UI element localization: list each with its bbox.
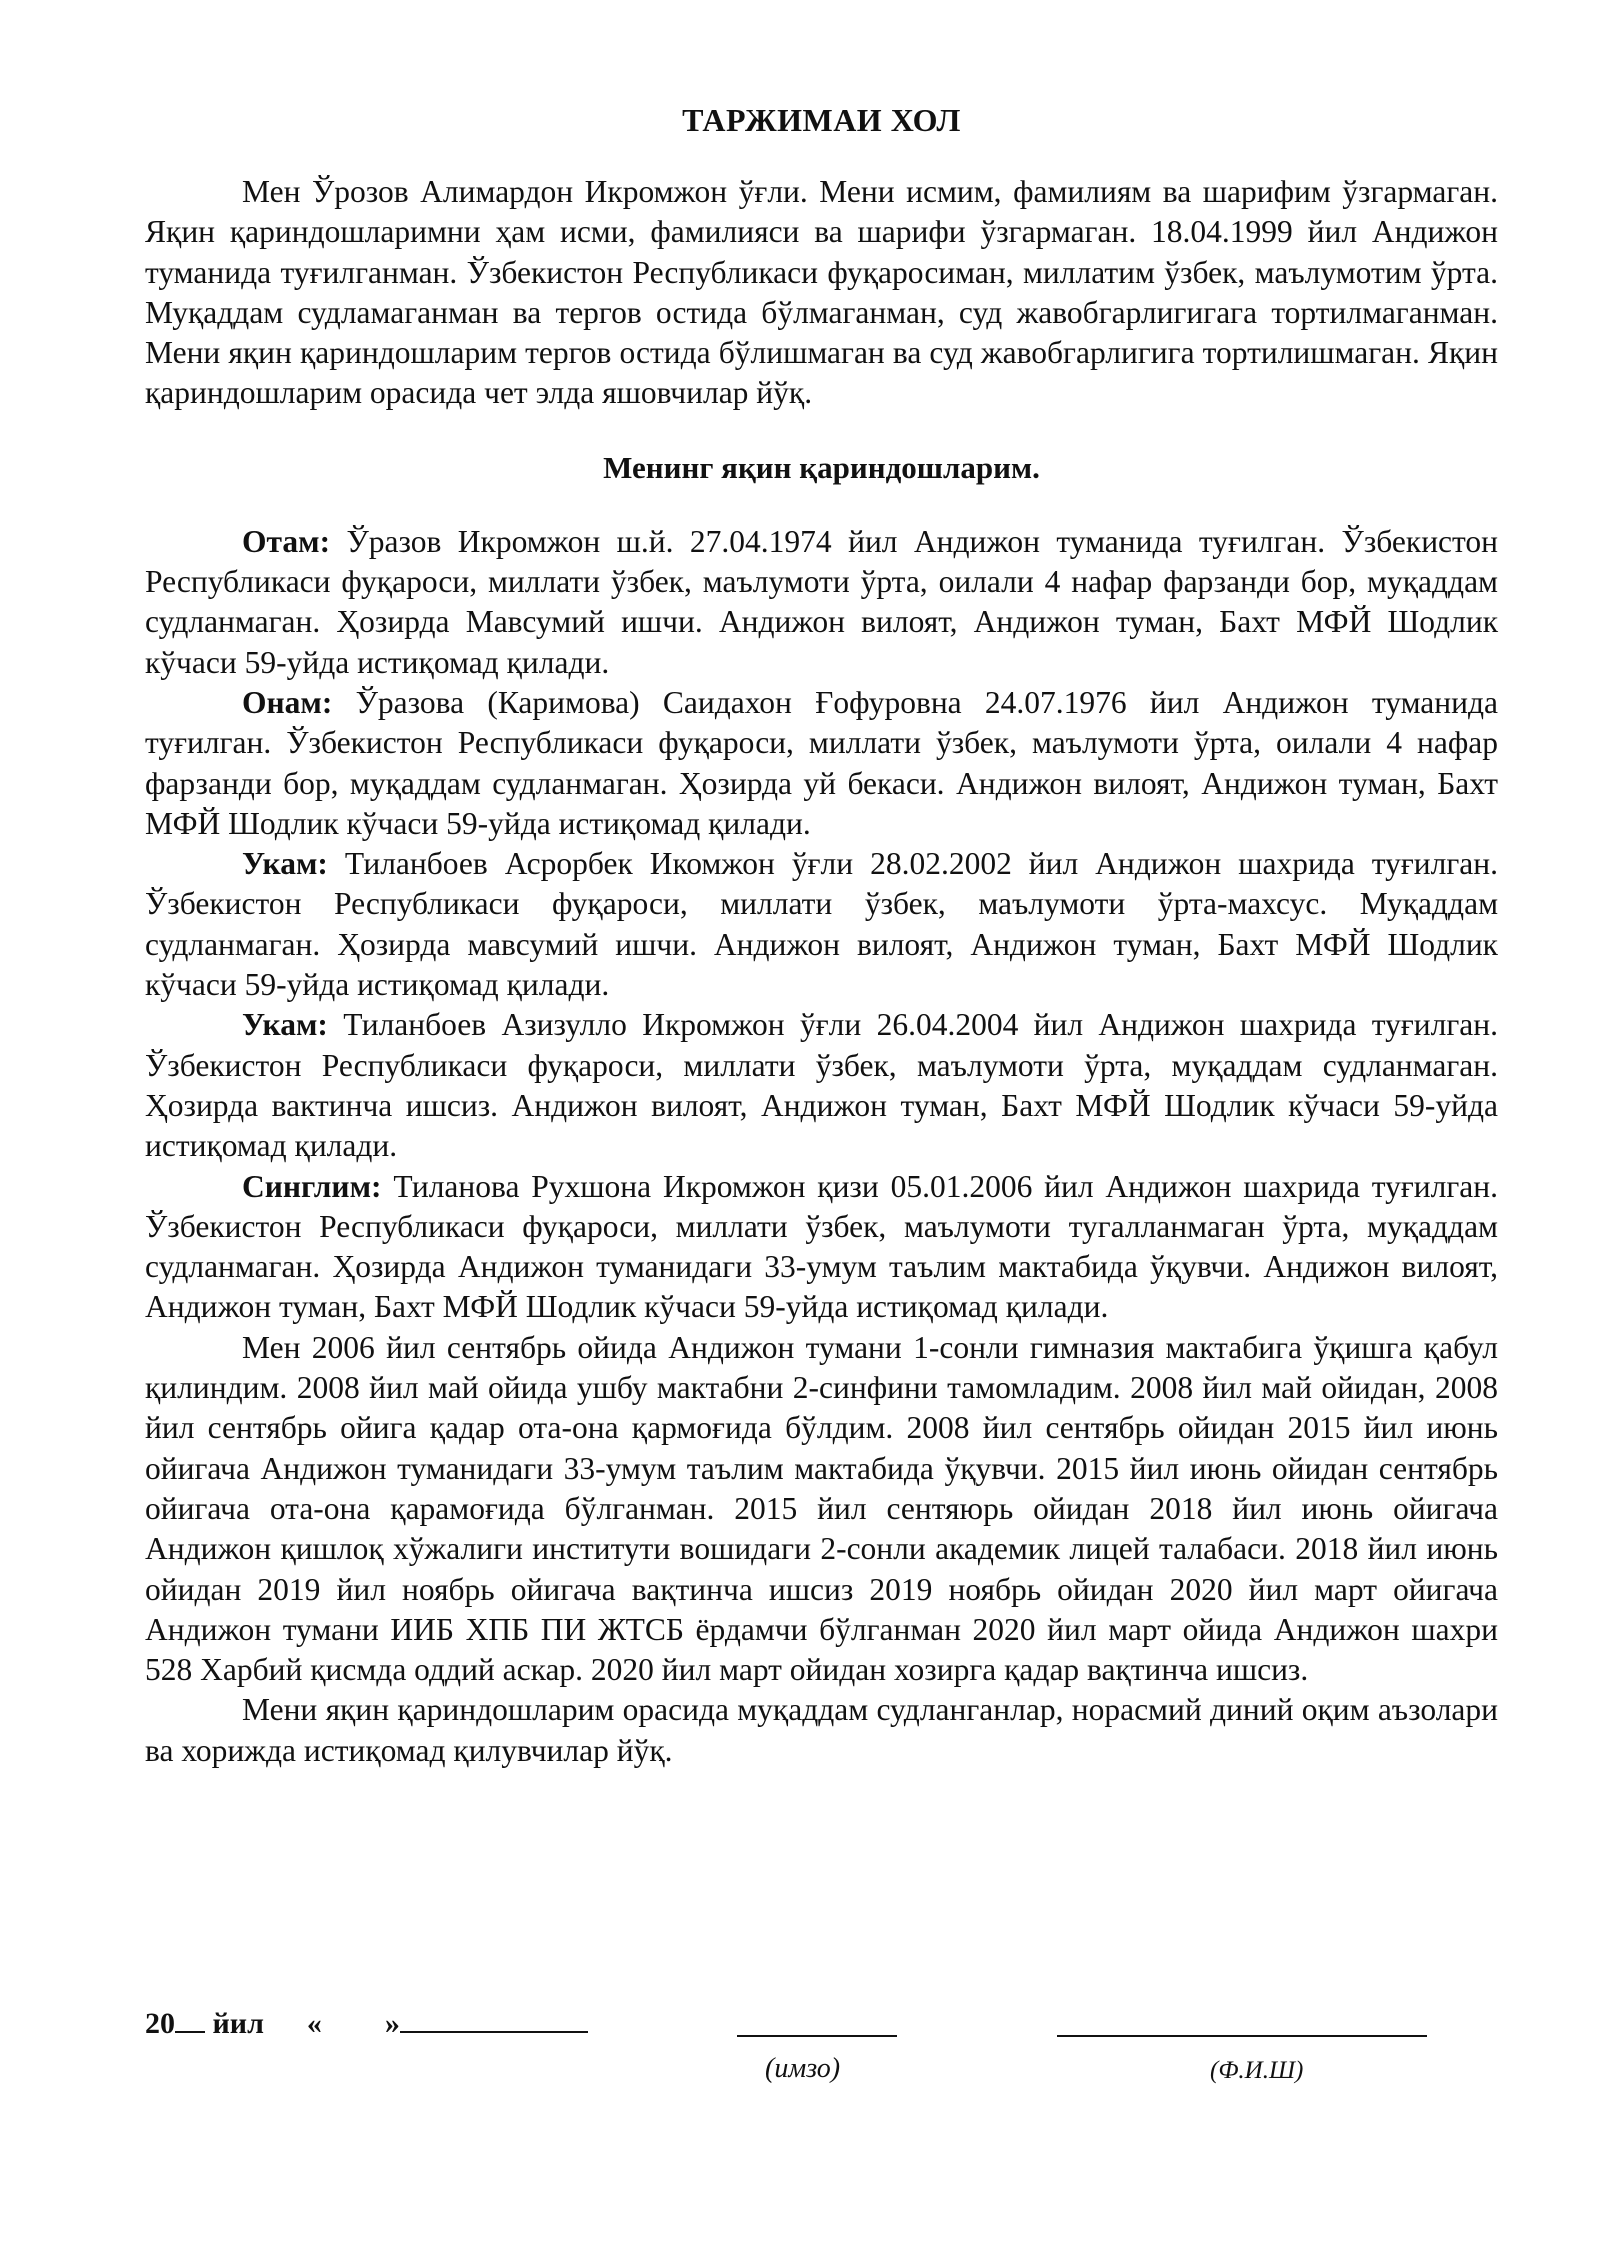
relative-father (145, 522, 1498, 683)
relative-sister (145, 1167, 1498, 1328)
fio-line (1057, 2035, 1427, 2037)
month-blank (400, 2005, 588, 2033)
year-prefix: 20 (145, 2007, 175, 2040)
relative-label: Укам: (242, 846, 328, 882)
relative-mother (145, 683, 1498, 844)
signature-footer (145, 2005, 1498, 2105)
quote-open: « (306, 2007, 322, 2040)
intro-paragraph: Мен Ўрозов Алимардон Икромжон ўғли. Мени исмим, фамилиям ва шарифим ўзгармаган. Яқин қариндошларимни ҳам исми, фамилияси ва шарифи ўзгармаган. 18.04.1999 йил Андижон туманида туғилганман. Ўзбекистон Республикаси фуқаросиман, миллатим ўзбек, маълумотим ўрта. Муқаддам судламаганман ва тергов остида бўлмаганман, суд жавобгарлигигага тортилмаганман. Мени яқин қариндошларим тергов остида бўлишмаган ва суд жавобгарлигига тортилишмаган. Яқин қариндошларим орасида чет элда яшовчилар йўқ. (145, 174, 1498, 411)
relative-label: Онам: (242, 684, 333, 720)
relative-text: Тиланбоев Азизулло Икромжон ўғли 26.04.2004 йил Андижон шахрида туғилган. Ўзбекистон Республикаси фуқароси, миллати ўзбек, маълумоти ўрта, муқаддам судланмаган. Ҳозирда вактинча ишсиз. Андижон вилоят, Андижон туман, Бахт МФЙ Шодлик кўчаси 59-уйда истиқомад қилади. (145, 1007, 1499, 1164)
document-title: ТАРЖИМАИ ХОЛ (682, 102, 961, 138)
year-word: йил (212, 2007, 264, 2040)
relatives-heading: Менинг яқин қариндошларим. (603, 449, 1040, 485)
signature-caption: (имзо) (765, 2053, 841, 2084)
relative-text: Тиланова Рухшона Икромжон қизи 05.01.2006 йил Андижон шахрида туғилган. Ўзбекистон Республикаси фуқароси, миллати ўзбек, маълумоти тугалланмаган ўрта, муқаддам судланмаган. Ҳозирда Андижон туманидаги 33-умум таълим мактабида ўқувчи. Андижон вилоят, Андижон туман, Бахт МФЙ Шодлик кўчаси 59-уйда истиқомад қилади. (145, 1168, 1498, 1325)
document-body (145, 100, 1498, 1771)
relative-text: Тиланбоев Асрорбек Икомжон ўғли 28.02.2002 йил Андижон шахрида туғилган. Ўзбекистон Республикаси фуқароси, миллати ўзбек, маълумоти ўрта-махсус. Муқаддам судланмаган. Ҳозирда мавсумий ишчи. Андижон вилоят, Андижон туман, Бахт МФЙ Шодлик кўчаси 59-уйда истиқомад қилади. (145, 846, 1498, 1003)
relative-text: Ўразова (Каримова) Саидахон Ғофуровна 24.07.1976 йил Андижон туманида туғилган. Ўзбекистон Республикаси фуқароси, миллати ўзбек, маълумоти ўрта, оилали 4 нафар фарзанди бор, муқаддам судланмаган. Ҳозирда уй бекаси. Андижон вилоят, Андижон туман, Бахт МФЙ Шодлик кўчаси 59-уйда истиқомад қилади. (145, 684, 1499, 841)
fio-caption: (Ф.И.Ш) (1210, 2057, 1304, 2084)
relative-label: Синглим: (242, 1168, 382, 1204)
signature-line (737, 2035, 897, 2037)
education-paragraph: Мен 2006 йил сентябрь ойида Андижон тумани 1-сонли гимназия мактабига ўқишга қабул қилиндим. 2008 йил май ойида ушбу мактабни 2-синфини тамомладим. 2008 йил май ойидан, 2008 йил сентябрь ойига қадар ота-она қармоғида бўлдим. 2008 йил сентябрь ойидан 2015 йил июнь ойигача Андижон туманидаги 33-умум таълим мактабида ўқувчи. 2015 йил июнь ойидан сентябрь ойигача ота-она қарамоғида бўлганман. 2015 йил сентяюрь ойидан 2018 йил июнь ойигача Андижон қишлоқ хўжалиги институти вошидаги 2-сонли академик лицей талабаси. 2018 йил июнь ойидан 2019 йил ноябрь ойигача вақтинча ишсиз 2019 ноябрь ойидан 2020 йил март ойигача Андижон тумани ИИБ ХПБ ПИ ЖТСБ ёрдамчи бўлганман 2020 йил март ойида Андижон шахри 528 Харбий қисмда оддий аскар. 2020 йил март ойидан хозирга қадар вақтинча ишсиз. (145, 1329, 1498, 1688)
relative-brother-2 (145, 1005, 1498, 1166)
relative-text: Ўразов Икромжон ш.й. 27.04.1974 йил Андижон туманида туғилган. Ўзбекистон Республикаси фуқароси, миллати ўзбек, маълумоти ўрта, оилали 4 нафар фарзанди бор, муқаддам судланмаган. Ҳозирда Мавсумий ишчи. Андижон вилоят, Андижон туман, Бахт МФЙ Шодлик кўчаси 59-уйда истиқомад қилади. (145, 523, 1498, 680)
relative-label: Укам: (242, 1007, 328, 1043)
relative-label: Отам: (242, 523, 331, 559)
closing-paragraph: Мени яқин қариндошларим орасида муқаддам судланганлар, норасмий диний оқим аъзолари ва хорижда истиқомад қилувчилар йўқ. (145, 1692, 1498, 1768)
quote-close: » (384, 2007, 400, 2040)
year-blank (175, 2005, 205, 2033)
relative-brother-1 (145, 844, 1498, 1005)
date-field (145, 2005, 588, 2041)
